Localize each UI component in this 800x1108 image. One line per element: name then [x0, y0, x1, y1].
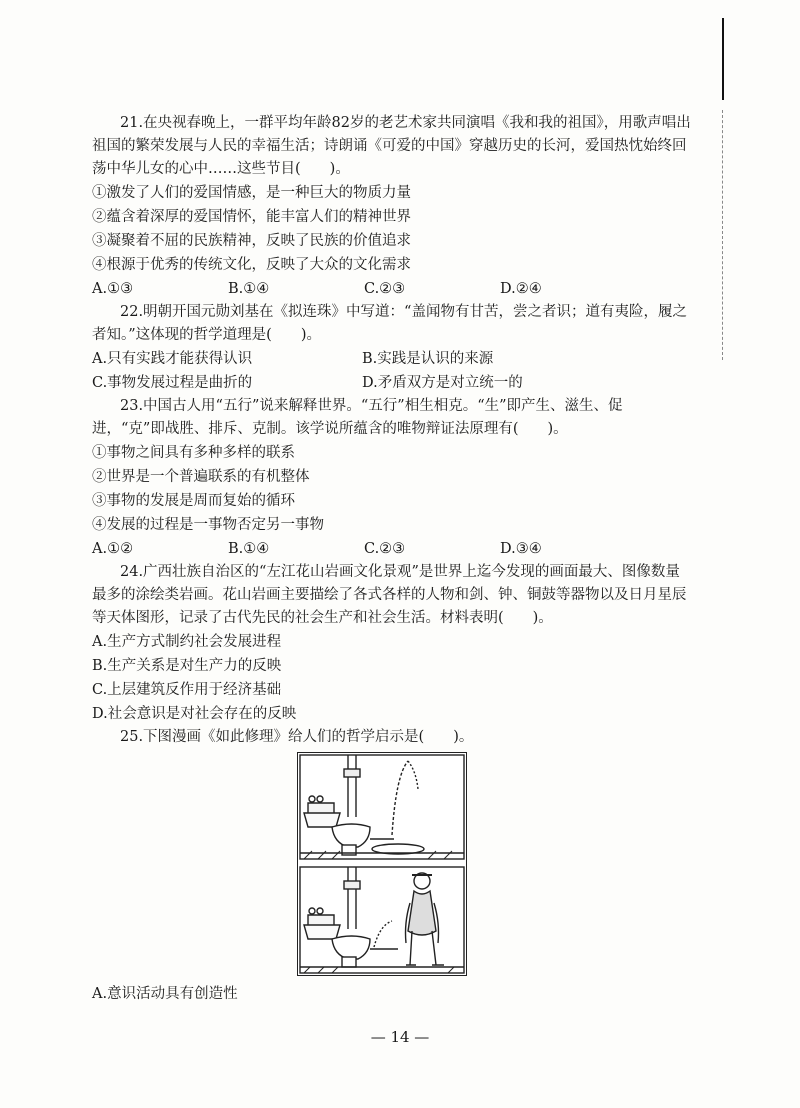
question-24 [92, 561, 692, 726]
statement: ③凝聚着不屈的民族精神，反映了民族的价值追求 [92, 233, 411, 249]
choice-a-q25[interactable]: A.意识活动具有创造性 [92, 986, 238, 1002]
choice-a[interactable]: A.①③ [92, 281, 134, 297]
cartoon-figure [297, 752, 467, 976]
choice-d[interactable]: D.③④ [500, 541, 542, 557]
choice-b[interactable]: B.①④ [228, 281, 270, 297]
statement: ③事物的发展是周而复始的循环 [92, 493, 295, 509]
binding-dashed-rule [722, 110, 724, 360]
page-number: — 14 — [370, 1028, 430, 1046]
choice-b[interactable]: B.①④ [228, 541, 270, 557]
question-21 [92, 112, 692, 301]
answer-choices [92, 347, 692, 395]
answer-choices [92, 277, 692, 301]
choice-d[interactable]: D.②④ [500, 281, 542, 297]
binding-rule [722, 18, 724, 100]
choice-a[interactable]: A.①② [92, 541, 134, 557]
statement: ②蕴含着深厚的爱国情怀，能丰富人们的精神世界 [92, 209, 411, 225]
statement: ④根源于优秀的传统文化，反映了大众的文化需求 [92, 257, 411, 273]
question-stem: 21.在央视春晚上，一群平均年龄82岁的老艺术家共同演唱《我和我的祖国》，用歌声唱出祖国的繁荣发展与人民的幸福生活；诗朗诵《可爱的中国》穿越历史的长河，爱国热忱始终回荡中华儿女的心中……这些节目( )。 [92, 115, 691, 177]
question-stem: 25.下图漫画《如此修理》给人们的哲学启示是( )。 [120, 729, 474, 745]
statement: ②世界是一个普遍联系的有机整体 [92, 469, 310, 485]
choice-a[interactable]: A.生产方式制约社会发展进程 [92, 634, 282, 650]
question-25 [92, 726, 692, 749]
choice-c[interactable]: C.上层建筑反作用于经济基础 [92, 682, 282, 698]
question-22 [92, 301, 692, 395]
choice-b[interactable]: B.生产关系是对生产力的反映 [92, 658, 282, 674]
choice-a[interactable]: A.只有实践才能获得认识 [92, 351, 253, 367]
choice-b[interactable]: B.实践是认识的来源 [362, 351, 494, 367]
question-stem: 23.中国古人用“五行”说来解释世界。“五行”相生相克。“生”即产生、滋生、促进，“克”即战胜、排斥、克制。该学说所蕴含的唯物辩证法原理有( )。 [92, 398, 623, 437]
answer-choices [92, 537, 692, 561]
choice-c[interactable]: C.②③ [364, 281, 406, 297]
cartoon-toilet-repair-icon [298, 753, 466, 975]
statement: ④发展的过程是一事物否定另一事物 [92, 517, 324, 533]
choice-c[interactable]: C.②③ [364, 541, 406, 557]
question-stem: 22.明朝开国元勋刘基在《拟连珠》中写道：“盖闻物有甘苦，尝之者识；道有夷险，履之者知。”这体现的哲学道理是( )。 [92, 304, 687, 343]
choice-c[interactable]: C.事物发展过程是曲折的 [92, 375, 253, 391]
choice-d[interactable]: D.社会意识是对社会存在的反映 [92, 706, 297, 722]
statement: ①激发了人们的爱国情感，是一种巨大的物质力量 [92, 185, 411, 201]
question-23 [92, 395, 692, 561]
question-stem: 24.广西壮族自治区的“左江花山岩画文化景观”是世界上迄今发现的画面最大、图像数量最多的涂绘类岩画。花山岩画主要描绘了各式各样的人物和剑、钟、铜鼓等器物以及日月星辰等天体图形，记录了古代先民的社会生产和社会生活。材料表明( )。 [92, 564, 687, 626]
questions-block [92, 112, 692, 749]
statement: ①事物之间具有多种多样的联系 [92, 445, 295, 461]
choice-d[interactable]: D.矛盾双方是对立统一的 [362, 375, 523, 391]
